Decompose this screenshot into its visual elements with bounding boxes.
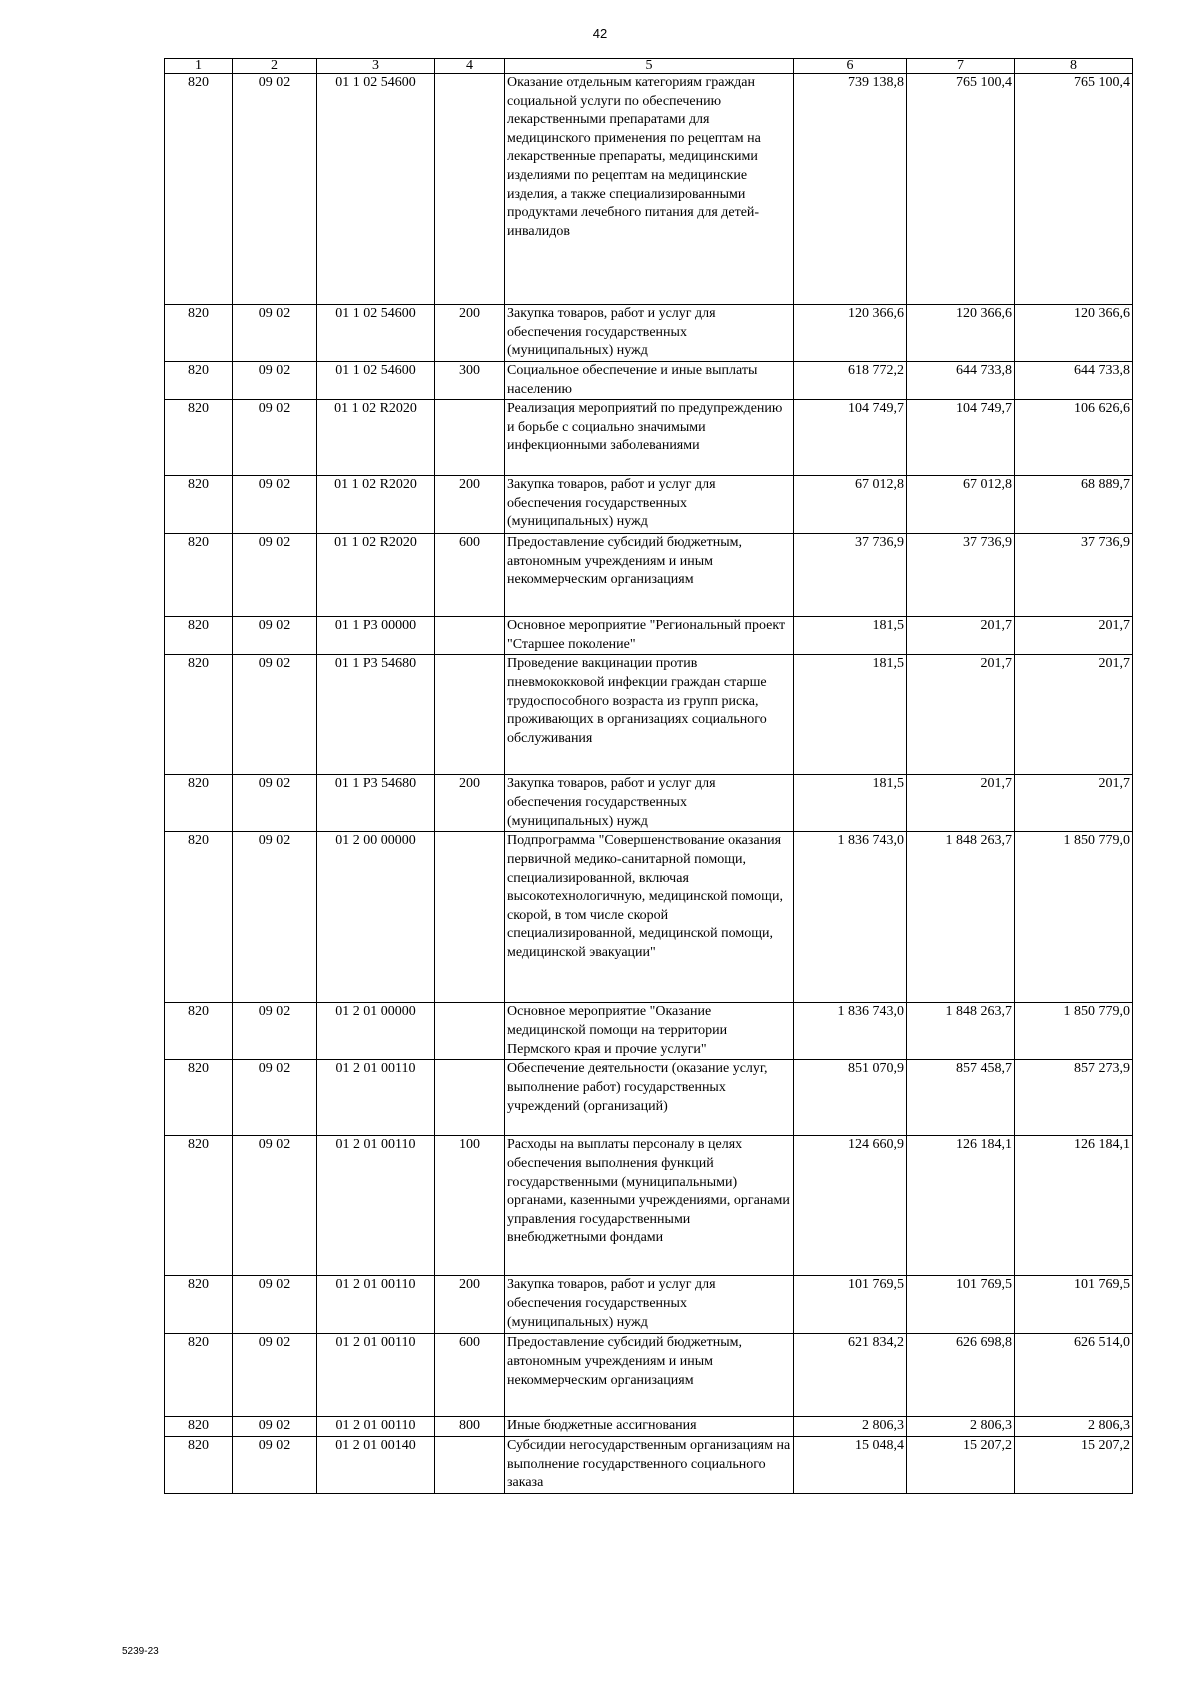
cell-section-code: 09 02 xyxy=(233,832,317,1003)
cell-section-code: 09 02 xyxy=(233,305,317,362)
cell-name: Основное мероприятие "Оказание медицинской помощи на территории Пермского края и прочие услуги" xyxy=(505,1003,794,1060)
cell-section-code: 09 02 xyxy=(233,74,317,305)
cell-admin-code: 820 xyxy=(165,362,233,400)
cell-amount-year1: 181,5 xyxy=(794,617,907,655)
cell-admin-code: 820 xyxy=(165,1276,233,1334)
cell-section-code: 09 02 xyxy=(233,400,317,476)
cell-amount-year2: 857 458,7 xyxy=(907,1060,1015,1136)
cell-admin-code: 820 xyxy=(165,476,233,534)
cell-name: Иные бюджетные ассигнования xyxy=(505,1417,794,1437)
cell-expense-type xyxy=(435,655,505,775)
cell-target-article: 01 2 01 00110 xyxy=(317,1276,435,1334)
cell-target-article: 01 1 02 54600 xyxy=(317,74,435,305)
cell-amount-year3: 765 100,4 xyxy=(1015,74,1133,305)
cell-amount-year1: 67 012,8 xyxy=(794,476,907,534)
cell-amount-year3: 37 736,9 xyxy=(1015,534,1133,617)
cell-expense-type: 600 xyxy=(435,534,505,617)
cell-amount-year2: 2 806,3 xyxy=(907,1417,1015,1437)
table-row xyxy=(165,1276,1133,1334)
column-header: 1 xyxy=(165,59,233,74)
table-row xyxy=(165,655,1133,775)
column-header: 6 xyxy=(794,59,907,74)
cell-target-article: 01 1 02 54600 xyxy=(317,305,435,362)
cell-expense-type xyxy=(435,832,505,1003)
cell-amount-year2: 101 769,5 xyxy=(907,1276,1015,1334)
cell-amount-year2: 67 012,8 xyxy=(907,476,1015,534)
cell-name: Обеспечение деятельности (оказание услуг, выполнение работ) государственных учреждений (организаций) xyxy=(505,1060,794,1136)
cell-amount-year3: 106 626,6 xyxy=(1015,400,1133,476)
cell-section-code: 09 02 xyxy=(233,1060,317,1136)
budget-table xyxy=(164,58,1133,1494)
table-row xyxy=(165,1060,1133,1136)
cell-target-article: 01 1 02 R2020 xyxy=(317,534,435,617)
table-row xyxy=(165,1334,1133,1417)
cell-admin-code: 820 xyxy=(165,1436,233,1493)
cell-amount-year1: 739 138,8 xyxy=(794,74,907,305)
cell-name: Закупка товаров, работ и услуг для обеспечения государственных (муниципальных) нужд xyxy=(505,476,794,534)
document-code: 5239-23 xyxy=(122,1646,159,1657)
cell-name: Предоставление субсидий бюджетным, автономным учреждениям и иным некоммерческим организациям xyxy=(505,1334,794,1417)
cell-amount-year1: 621 834,2 xyxy=(794,1334,907,1417)
cell-section-code: 09 02 xyxy=(233,1436,317,1493)
cell-expense-type: 200 xyxy=(435,305,505,362)
cell-section-code: 09 02 xyxy=(233,1136,317,1276)
cell-amount-year2: 126 184,1 xyxy=(907,1136,1015,1276)
cell-admin-code: 820 xyxy=(165,1334,233,1417)
cell-expense-type: 200 xyxy=(435,476,505,534)
column-header: 3 xyxy=(317,59,435,74)
cell-target-article: 01 2 01 00110 xyxy=(317,1060,435,1136)
column-header: 8 xyxy=(1015,59,1133,74)
cell-amount-year2: 765 100,4 xyxy=(907,74,1015,305)
cell-amount-year2: 626 698,8 xyxy=(907,1334,1015,1417)
column-header: 2 xyxy=(233,59,317,74)
cell-amount-year2: 201,7 xyxy=(907,655,1015,775)
cell-expense-type: 100 xyxy=(435,1136,505,1276)
cell-admin-code: 820 xyxy=(165,1417,233,1437)
cell-amount-year2: 1 848 263,7 xyxy=(907,1003,1015,1060)
cell-name: Подпрограмма "Совершенствование оказания первичной медико-санитарной помощи, специализированной, включая высокотехнологичную, медицинской помощи, скорой, в том числе скорой специализированной, медицинской помощи, медицинской эвакуации" xyxy=(505,832,794,1003)
table-row xyxy=(165,832,1133,1003)
cell-admin-code: 820 xyxy=(165,1003,233,1060)
cell-amount-year2: 120 366,6 xyxy=(907,305,1015,362)
cell-amount-year2: 201,7 xyxy=(907,775,1015,832)
cell-name: Проведение вакцинации против пневмококковой инфекции граждан старше трудоспособного возраста из групп риска, проживающих в организациях социального обслуживания xyxy=(505,655,794,775)
cell-amount-year1: 15 048,4 xyxy=(794,1436,907,1493)
cell-amount-year3: 857 273,9 xyxy=(1015,1060,1133,1136)
cell-amount-year1: 1 836 743,0 xyxy=(794,1003,907,1060)
cell-amount-year2: 37 736,9 xyxy=(907,534,1015,617)
cell-amount-year2: 104 749,7 xyxy=(907,400,1015,476)
column-number-row xyxy=(165,59,1133,74)
cell-name: Закупка товаров, работ и услуг для обеспечения государственных (муниципальных) нужд xyxy=(505,305,794,362)
cell-name: Закупка товаров, работ и услуг для обеспечения государственных (муниципальных) нужд xyxy=(505,775,794,832)
page-number: 42 xyxy=(592,26,608,41)
cell-target-article: 01 2 01 00000 xyxy=(317,1003,435,1060)
cell-admin-code: 820 xyxy=(165,832,233,1003)
cell-section-code: 09 02 xyxy=(233,476,317,534)
cell-admin-code: 820 xyxy=(165,74,233,305)
cell-target-article: 01 2 01 00110 xyxy=(317,1417,435,1437)
cell-section-code: 09 02 xyxy=(233,655,317,775)
cell-amount-year2: 201,7 xyxy=(907,617,1015,655)
cell-admin-code: 820 xyxy=(165,775,233,832)
table-row xyxy=(165,1003,1133,1060)
cell-name: Основное мероприятие "Региональный проект "Старшее поколение" xyxy=(505,617,794,655)
cell-target-article: 01 2 01 00140 xyxy=(317,1436,435,1493)
cell-section-code: 09 02 xyxy=(233,617,317,655)
cell-amount-year1: 181,5 xyxy=(794,655,907,775)
cell-amount-year3: 101 769,5 xyxy=(1015,1276,1133,1334)
cell-expense-type xyxy=(435,1436,505,1493)
cell-target-article: 01 1 02 54600 xyxy=(317,362,435,400)
cell-name: Реализация мероприятий по предупреждению и борьбе с социально значимыми инфекционными заболеваниями xyxy=(505,400,794,476)
cell-name: Расходы на выплаты персоналу в целях обеспечения выполнения функций государственными (муниципальными) органами, казенными учреждениями, органами управления государственными внебюджетными фондами xyxy=(505,1136,794,1276)
cell-amount-year3: 1 850 779,0 xyxy=(1015,832,1133,1003)
cell-amount-year1: 2 806,3 xyxy=(794,1417,907,1437)
table-row xyxy=(165,400,1133,476)
cell-name: Субсидии негосударственным организациям на выполнение государственного социального заказа xyxy=(505,1436,794,1493)
cell-amount-year3: 68 889,7 xyxy=(1015,476,1133,534)
cell-amount-year3: 120 366,6 xyxy=(1015,305,1133,362)
cell-admin-code: 820 xyxy=(165,617,233,655)
table-row xyxy=(165,305,1133,362)
cell-admin-code: 820 xyxy=(165,655,233,775)
cell-expense-type xyxy=(435,1060,505,1136)
cell-expense-type: 200 xyxy=(435,1276,505,1334)
table-row xyxy=(165,476,1133,534)
cell-amount-year1: 181,5 xyxy=(794,775,907,832)
cell-section-code: 09 02 xyxy=(233,1276,317,1334)
cell-target-article: 01 1 P3 00000 xyxy=(317,617,435,655)
table-row xyxy=(165,534,1133,617)
cell-amount-year3: 1 850 779,0 xyxy=(1015,1003,1133,1060)
column-header: 5 xyxy=(505,59,794,74)
cell-amount-year1: 851 070,9 xyxy=(794,1060,907,1136)
table-row xyxy=(165,775,1133,832)
cell-amount-year3: 126 184,1 xyxy=(1015,1136,1133,1276)
cell-admin-code: 820 xyxy=(165,534,233,617)
cell-amount-year1: 104 749,7 xyxy=(794,400,907,476)
cell-admin-code: 820 xyxy=(165,1136,233,1276)
cell-target-article: 01 2 01 00110 xyxy=(317,1136,435,1276)
table-row xyxy=(165,362,1133,400)
cell-expense-type xyxy=(435,400,505,476)
cell-admin-code: 820 xyxy=(165,1060,233,1136)
cell-amount-year1: 1 836 743,0 xyxy=(794,832,907,1003)
column-header: 7 xyxy=(907,59,1015,74)
cell-section-code: 09 02 xyxy=(233,775,317,832)
table-row xyxy=(165,1436,1133,1493)
table-row xyxy=(165,74,1133,305)
cell-amount-year3: 15 207,2 xyxy=(1015,1436,1133,1493)
cell-amount-year2: 15 207,2 xyxy=(907,1436,1015,1493)
cell-amount-year1: 124 660,9 xyxy=(794,1136,907,1276)
cell-target-article: 01 1 P3 54680 xyxy=(317,775,435,832)
cell-section-code: 09 02 xyxy=(233,362,317,400)
cell-amount-year3: 626 514,0 xyxy=(1015,1334,1133,1417)
cell-target-article: 01 2 00 00000 xyxy=(317,832,435,1003)
cell-amount-year3: 201,7 xyxy=(1015,775,1133,832)
cell-section-code: 09 02 xyxy=(233,534,317,617)
cell-admin-code: 820 xyxy=(165,400,233,476)
cell-amount-year2: 644 733,8 xyxy=(907,362,1015,400)
cell-expense-type xyxy=(435,74,505,305)
cell-expense-type: 300 xyxy=(435,362,505,400)
cell-expense-type: 800 xyxy=(435,1417,505,1437)
cell-expense-type: 200 xyxy=(435,775,505,832)
table-row xyxy=(165,617,1133,655)
cell-section-code: 09 02 xyxy=(233,1417,317,1437)
cell-section-code: 09 02 xyxy=(233,1334,317,1417)
cell-name: Оказание отдельным категориям граждан социальной услуги по обеспечению лекарственными препаратами для медицинского применения по рецептам на лекарственные препараты, медицинскими изделиями по рецептам на медицинские изделия, а также специализированными продуктами лечебного питания для детей-инвалидов xyxy=(505,74,794,305)
table-row xyxy=(165,1136,1133,1276)
cell-amount-year1: 618 772,2 xyxy=(794,362,907,400)
cell-name: Закупка товаров, работ и услуг для обеспечения государственных (муниципальных) нужд xyxy=(505,1276,794,1334)
cell-target-article: 01 1 P3 54680 xyxy=(317,655,435,775)
cell-section-code: 09 02 xyxy=(233,1003,317,1060)
cell-amount-year3: 201,7 xyxy=(1015,617,1133,655)
cell-target-article: 01 2 01 00110 xyxy=(317,1334,435,1417)
cell-amount-year2: 1 848 263,7 xyxy=(907,832,1015,1003)
cell-amount-year3: 201,7 xyxy=(1015,655,1133,775)
cell-admin-code: 820 xyxy=(165,305,233,362)
cell-target-article: 01 1 02 R2020 xyxy=(317,476,435,534)
cell-expense-type: 600 xyxy=(435,1334,505,1417)
cell-name: Предоставление субсидий бюджетным, автономным учреждениям и иным некоммерческим организациям xyxy=(505,534,794,617)
cell-expense-type xyxy=(435,617,505,655)
cell-target-article: 01 1 02 R2020 xyxy=(317,400,435,476)
table-row xyxy=(165,1417,1133,1437)
cell-amount-year1: 101 769,5 xyxy=(794,1276,907,1334)
column-header: 4 xyxy=(435,59,505,74)
cell-expense-type xyxy=(435,1003,505,1060)
cell-amount-year1: 37 736,9 xyxy=(794,534,907,617)
cell-amount-year3: 2 806,3 xyxy=(1015,1417,1133,1437)
cell-name: Социальное обеспечение и иные выплаты населению xyxy=(505,362,794,400)
cell-amount-year1: 120 366,6 xyxy=(794,305,907,362)
cell-amount-year3: 644 733,8 xyxy=(1015,362,1133,400)
